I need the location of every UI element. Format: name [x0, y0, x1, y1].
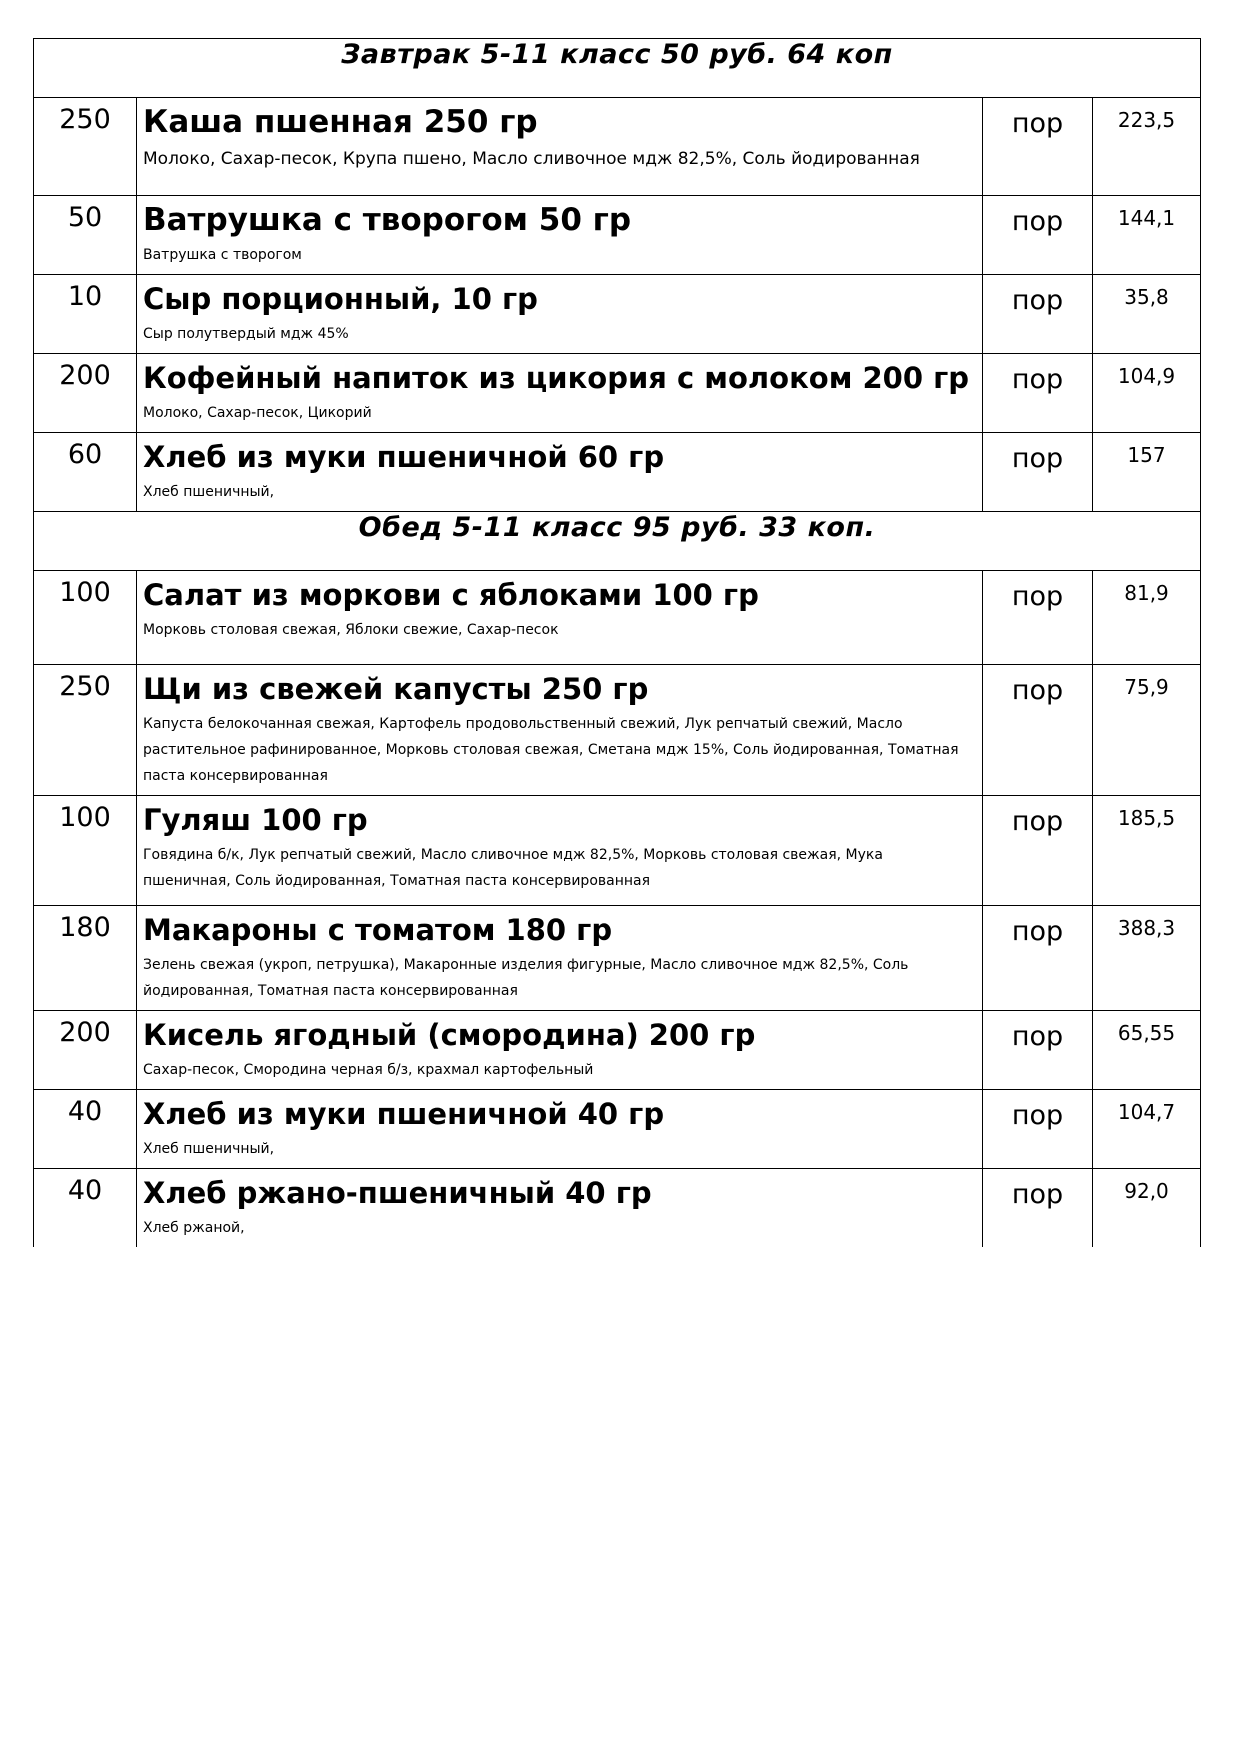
dish-name: Хлеб из муки пшеничной 40 гр [143, 1097, 665, 1131]
item-kcal: 81,9 [1093, 571, 1201, 665]
dish-ingredients: Сыр полутвердый мдж 45% [143, 326, 349, 342]
menu-row [34, 665, 1201, 796]
item-kcal: 104,9 [1093, 354, 1201, 433]
item-weight: 200 [34, 354, 137, 433]
dish-name: Щи из свежей капусты 250 гр [143, 672, 649, 706]
item-unit: пор [983, 796, 1093, 906]
dish-ingredients: Говядина б/к, Лук репчатый свежий, Масло сливочное мдж 82,5%, Морковь столовая свежая, Мука пшеничная, Соль йодированная, Томатная паста консервированная [143, 847, 883, 889]
dish-name: Сыр порционный, 10 гр [143, 282, 538, 316]
item-kcal: 35,8 [1093, 275, 1201, 354]
dish-name: Салат из моркови с яблоками 100 гр [143, 578, 759, 612]
menu-row [34, 1090, 1201, 1169]
item-weight: 250 [34, 98, 137, 196]
dish-name: Ватрушка с творогом 50 гр [143, 202, 632, 238]
section-title: Завтрак 5-11 класс 50 руб. 64 коп [34, 39, 1201, 98]
item-weight: 100 [34, 796, 137, 906]
dish-ingredients: Молоко, Сахар-песок, Крупа пшено, Масло сливочное мдж 82,5%, Соль йодированная [143, 149, 920, 169]
item-kcal: 104,7 [1093, 1090, 1201, 1169]
dish-name: Хлеб из муки пшеничной 60 гр [143, 440, 665, 474]
item-weight: 180 [34, 906, 137, 1011]
dish-ingredients: Хлеб ржаной, [143, 1220, 245, 1236]
dish-ingredients: Капуста белокочанная свежая, Картофель продовольственный свежий, Лук репчатый свежий, Масло растительное рафинированное, Морковь столовая свежая, Сметана мдж 15%, Соль йодированная, Томатная паста консервированная [143, 716, 959, 784]
item-unit: пор [983, 665, 1093, 796]
dish-name: Макароны с томатом 180 гр [143, 913, 613, 947]
item-description [137, 796, 983, 906]
item-kcal: 92,0 [1093, 1169, 1201, 1248]
menu-table [33, 38, 1201, 1247]
item-description [137, 196, 983, 275]
menu-row [34, 196, 1201, 275]
item-description [137, 665, 983, 796]
dish-name: Гуляш 100 гр [143, 803, 368, 837]
item-unit: пор [983, 1011, 1093, 1090]
item-description [137, 571, 983, 665]
item-kcal: 75,9 [1093, 665, 1201, 796]
dish-ingredients: Ватрушка с творогом [143, 247, 302, 263]
section-header-breakfast [34, 39, 1201, 98]
item-kcal: 185,5 [1093, 796, 1201, 906]
item-description [137, 906, 983, 1011]
dish-ingredients: Хлеб пшеничный, [143, 1141, 275, 1157]
item-unit: пор [983, 906, 1093, 1011]
item-weight: 100 [34, 571, 137, 665]
item-kcal: 144,1 [1093, 196, 1201, 275]
item-weight: 40 [34, 1169, 137, 1248]
dish-ingredients: Морковь столовая свежая, Яблоки свежие, Сахар-песок [143, 622, 559, 638]
item-unit: пор [983, 1169, 1093, 1248]
menu-row [34, 796, 1201, 906]
item-description [137, 354, 983, 433]
dish-name: Кофейный напиток из цикория с молоком 200 гр [143, 361, 970, 395]
menu-row [34, 275, 1201, 354]
menu-row [34, 906, 1201, 1011]
item-kcal: 388,3 [1093, 906, 1201, 1011]
item-description [137, 275, 983, 354]
dish-name: Каша пшенная 250 гр [143, 104, 538, 140]
item-description [137, 1169, 983, 1248]
item-unit: пор [983, 1090, 1093, 1169]
dish-name: Хлеб ржано-пшеничный 40 гр [143, 1176, 652, 1210]
item-weight: 200 [34, 1011, 137, 1090]
dish-ingredients: Зелень свежая (укроп, петрушка), Макаронные изделия фигурные, Масло сливочное мдж 82,5%, Соль йодированная, Томатная паста консервированная [143, 957, 909, 999]
menu-row [34, 571, 1201, 665]
item-description [137, 433, 983, 512]
item-weight: 250 [34, 665, 137, 796]
item-weight: 60 [34, 433, 137, 512]
item-unit: пор [983, 275, 1093, 354]
item-description [137, 1090, 983, 1169]
item-weight: 50 [34, 196, 137, 275]
section-header-lunch [34, 512, 1201, 571]
dish-ingredients: Хлеб пшеничный, [143, 484, 275, 500]
item-unit: пор [983, 354, 1093, 433]
item-description [137, 1011, 983, 1090]
item-unit: пор [983, 433, 1093, 512]
item-unit: пор [983, 98, 1093, 196]
dish-ingredients: Молоко, Сахар-песок, Цикорий [143, 405, 372, 421]
item-unit: пор [983, 571, 1093, 665]
menu-row [34, 1169, 1201, 1248]
menu-row [34, 433, 1201, 512]
item-description [137, 98, 983, 196]
item-kcal: 157 [1093, 433, 1201, 512]
item-kcal: 65,55 [1093, 1011, 1201, 1090]
item-weight: 40 [34, 1090, 137, 1169]
item-kcal: 223,5 [1093, 98, 1201, 196]
menu-row [34, 1011, 1201, 1090]
item-unit: пор [983, 196, 1093, 275]
dish-name: Кисель ягодный (смородина) 200 гр [143, 1018, 756, 1052]
section-title: Обед 5-11 класс 95 руб. 33 коп. [34, 512, 1201, 571]
item-weight: 10 [34, 275, 137, 354]
dish-ingredients: Сахар-песок, Смородина черная б/з, крахмал картофельный [143, 1062, 594, 1078]
menu-row [34, 354, 1201, 433]
menu-row [34, 98, 1201, 196]
